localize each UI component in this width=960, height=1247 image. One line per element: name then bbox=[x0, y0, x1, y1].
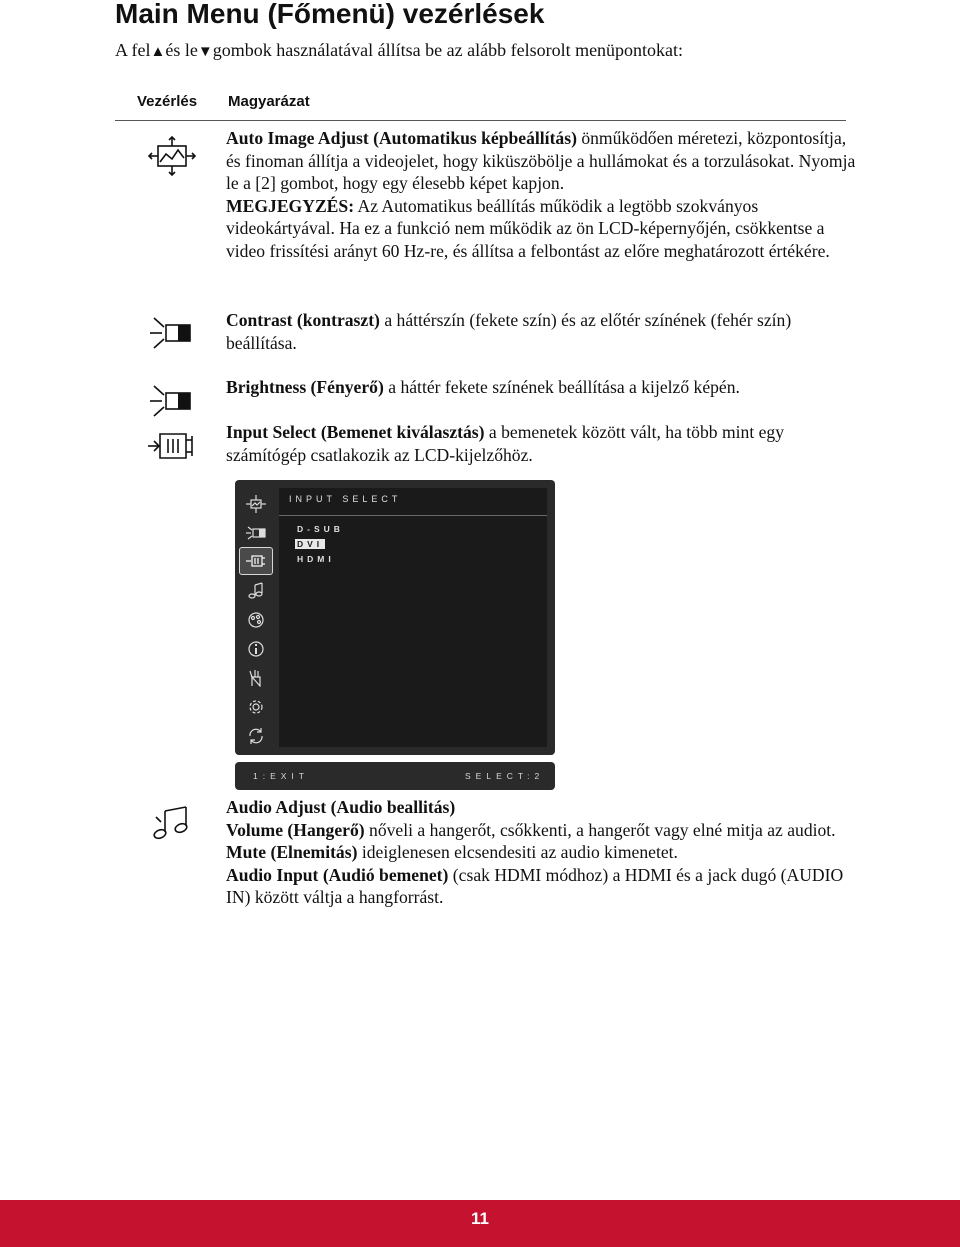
input-select-text: a bemenetek között vált, ha több mint egy számítógép csatlakozik az LCD-kijelzőhöz. bbox=[226, 422, 785, 465]
osd-exit-label: 1:EXIT bbox=[253, 771, 309, 781]
auto-adjust-note-label: MEGJEGYZÉS: bbox=[226, 195, 355, 216]
osd-audio-icon bbox=[239, 577, 273, 605]
auto-adjust-title: Auto Image Adjust (Automatikus képbeállítás) bbox=[226, 128, 577, 148]
osd-information-icon bbox=[239, 635, 273, 663]
page-title: Main Menu (Főmenü) vezérlések bbox=[115, 0, 545, 29]
input-select-icon bbox=[146, 426, 196, 466]
contrast-icon bbox=[148, 314, 194, 352]
audio-title: Audio Adjust (Audio beallitás) bbox=[226, 797, 456, 817]
osd-sidebar bbox=[239, 484, 273, 751]
audio-volume-label: Volume (Hangerő) bbox=[226, 819, 365, 840]
audio-volume-text: nőveli a hangerőt, csőkkenti, a hangerőt vagy elné mitja az audiot. bbox=[364, 819, 836, 840]
audio-music-note-icon bbox=[150, 804, 192, 844]
osd-option-dsub[interactable]: D-SUB bbox=[297, 524, 344, 534]
osd-setup-gear-icon bbox=[239, 693, 273, 721]
osd-contrast-icon bbox=[239, 519, 273, 547]
page-number: 11 bbox=[471, 1209, 489, 1228]
osd-memory-recall-icon bbox=[239, 722, 273, 750]
osd-option-dvi[interactable]: DVI bbox=[297, 539, 324, 549]
brightness-icon bbox=[148, 382, 194, 420]
audio-input-text: (csak HDMI módhoz) a HDMI és a jack dugó (AUDIO IN) között váltja a hangforrást. bbox=[226, 864, 844, 908]
contrast-description bbox=[226, 309, 856, 354]
osd-color-icon bbox=[239, 606, 273, 634]
auto-adjust-description bbox=[226, 127, 856, 263]
brightness-title: Brightness (Fényerő) bbox=[226, 377, 384, 397]
osd-main-panel bbox=[279, 488, 547, 747]
osd-input-select-icon bbox=[239, 547, 273, 575]
intro-text bbox=[115, 40, 683, 61]
osd-option-hdmi[interactable]: HDMI bbox=[297, 554, 335, 564]
brightness-text: a háttér fekete színének beállítása a kijelző képén. bbox=[383, 377, 740, 397]
osd-menu-screenshot bbox=[235, 480, 555, 755]
column-header-explanation: Magyarázat bbox=[228, 93, 310, 110]
auto-adjust-text: önműködően méretezi, központosítja, és finoman állítja a videojelet, hogy kiküszöbölje a hullámokat és a torzulásokat. Nyomja le a [2] gombot, hogy egy élesebb képet kapjon. bbox=[226, 128, 856, 194]
osd-auto-adjust-icon bbox=[239, 490, 273, 518]
osd-select-label: SELECT:2 bbox=[465, 771, 545, 781]
column-header-control: Vezérlés bbox=[137, 93, 198, 110]
audio-mute-text: ideiglenesen elcsendesiti az audio kimenetet. bbox=[357, 842, 678, 863]
auto-adjust-icon bbox=[148, 136, 196, 176]
osd-heading: INPUT SELECT bbox=[289, 494, 402, 504]
contrast-title: Contrast (kontraszt) bbox=[226, 310, 380, 330]
auto-adjust-note-text: Az Automatikus beállítás működik a legtöbb szokványos videokártyával. bbox=[226, 195, 759, 239]
footer-bar bbox=[0, 1200, 960, 1247]
osd-footer-bar bbox=[235, 762, 555, 790]
intro-before: A fel bbox=[115, 40, 151, 60]
header-divider bbox=[115, 120, 846, 121]
input-select-title: Input Select (Bemenet kiválasztás) bbox=[226, 422, 485, 442]
osd-manual-adjust-icon bbox=[239, 664, 273, 692]
contrast-text: a háttérszín (fekete szín) és az előtér színének (fehér szín) beállítása. bbox=[226, 310, 792, 353]
intro-after: gombok használatával állítsa be az alább felsorolt menüpontokat: bbox=[212, 40, 684, 60]
up-arrow-icon: ▲ bbox=[150, 44, 166, 60]
audio-description bbox=[226, 796, 856, 909]
input-select-description bbox=[226, 421, 856, 466]
auto-adjust-note-text-2: Ha ez a funkció nem működik az ön LCD-képernyőjén, csökkentse a video frissítési arányt 60 Hz-re, és állítsa a felbontást az előre meghatározott értékére. bbox=[226, 218, 830, 261]
audio-mute-label: Mute (Elnemitás) bbox=[226, 842, 358, 863]
intro-middle: és le bbox=[165, 40, 198, 60]
down-arrow-icon: ▼ bbox=[197, 44, 213, 60]
osd-divider bbox=[279, 515, 547, 516]
brightness-description bbox=[226, 376, 856, 399]
audio-input-label: Audio Input (Audió bemenet) bbox=[226, 864, 449, 885]
